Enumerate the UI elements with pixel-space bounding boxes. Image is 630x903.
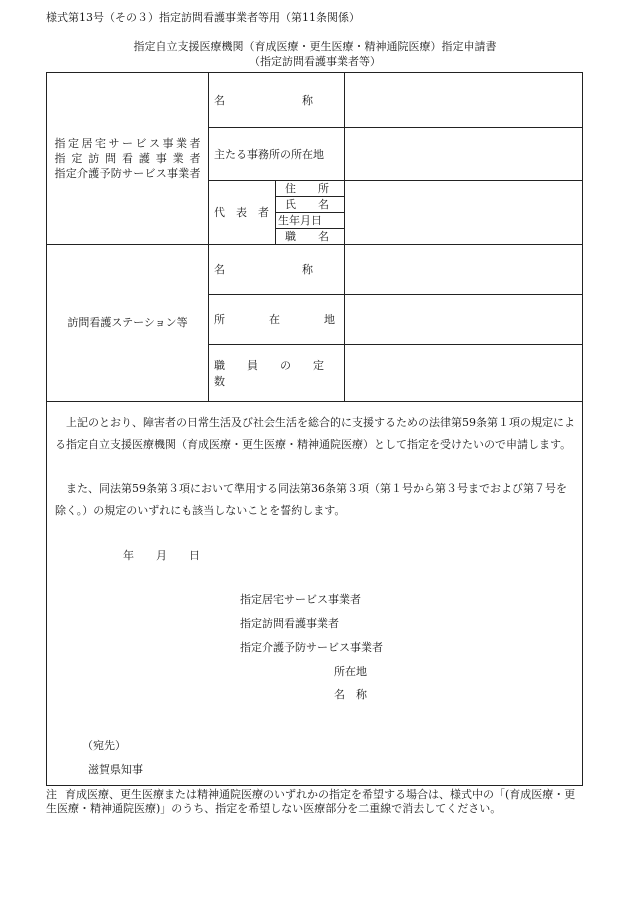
staff-count-field[interactable] — [350, 344, 576, 401]
rep-birthdate-label: 生年月日 — [278, 214, 322, 227]
station-location-field[interactable] — [350, 294, 576, 344]
title-line-1: 指定自立支援医療機関（育成医療・更生医療・精神通院医療）指定申請書 — [133, 40, 497, 53]
rep-title-field[interactable] — [350, 228, 576, 244]
rep-address-field[interactable] — [350, 180, 576, 196]
applicant-name-label: 名 称 — [334, 688, 367, 701]
provider-type-line: 指 定 居 宅 サ ー ビ ス 事 業 者 — [54, 137, 201, 150]
provider-name-field[interactable] — [350, 73, 576, 127]
provider-type-line: 指 定 介 護 予 防 サ ー ビ ス 事 業 者 — [54, 167, 201, 180]
office-address-label: 主たる事務所の所在地 — [214, 147, 324, 161]
document-title — [0, 39, 630, 69]
footnote — [46, 788, 586, 816]
applicant-address-label: 所在地 — [334, 665, 367, 678]
declaration-paragraph-2: また、同法第59条第３項において準用する同法第36条第３項（第１号から第３号までおよび第７号を除く。）の規定のいずれにも該当しないことを誓約します。 — [55, 482, 567, 517]
station-location-label: 所 在 地 — [214, 313, 335, 326]
application-form-table — [46, 72, 583, 786]
representative-label: 代 表 者 — [214, 206, 269, 219]
declaration-paragraph-1: 上記のとおり、障害者の日常生活及び社会生活を総合的に支援するための法律第59条第１項の規定による指定自立支援医療機関（育成医療・更生医療・精神通院医療）として指定を受けたいので申請します。 — [55, 416, 575, 451]
provider-group-label — [47, 73, 208, 244]
form-number: 様式第13号（その３）指定訪問看護事業者等用（第11条関係） — [46, 11, 360, 24]
addressee: 滋賀県知事 — [88, 763, 143, 776]
applicant-type-line: 指定介護予防サービス事業者 — [240, 641, 383, 654]
office-address-field[interactable] — [350, 127, 576, 180]
rep-birthdate-field[interactable] — [350, 212, 576, 228]
footnote-prefix: 注 — [46, 788, 57, 801]
rep-name-label: 氏 名 — [285, 198, 329, 211]
rep-name-field[interactable] — [350, 196, 576, 212]
rep-title-label: 職 名 — [285, 230, 329, 243]
footnote-text: 育成医療、更生医療または精神通院医療のいずれかの指定を希望する場合は、様式中の「(育成医療・更生医療・精神通院医療)」のうち、指定を希望しない医療部分を二重線で消去してください。 — [46, 788, 576, 815]
date-line: 年 月 日 — [123, 549, 200, 562]
addressee-label: （宛先） — [82, 739, 126, 752]
station-name-label: 名 称 — [214, 263, 313, 276]
provider-type-line: 指 定 訪 問 看 護 事 業 者 — [54, 152, 201, 165]
title-line-2: （指定訪問看護事業者等） — [249, 55, 381, 68]
applicant-type-line: 指定居宅サービス事業者 — [240, 593, 361, 606]
station-name-field[interactable] — [350, 244, 576, 294]
provider-name-label: 名 称 — [214, 94, 313, 107]
rep-address-label: 住 所 — [285, 182, 329, 195]
applicant-type-line: 指定訪問看護事業者 — [240, 617, 339, 630]
staff-count-label: 職 員 の 定 数 — [214, 358, 346, 388]
station-group-label: 訪問看護ステーション等 — [67, 316, 188, 329]
